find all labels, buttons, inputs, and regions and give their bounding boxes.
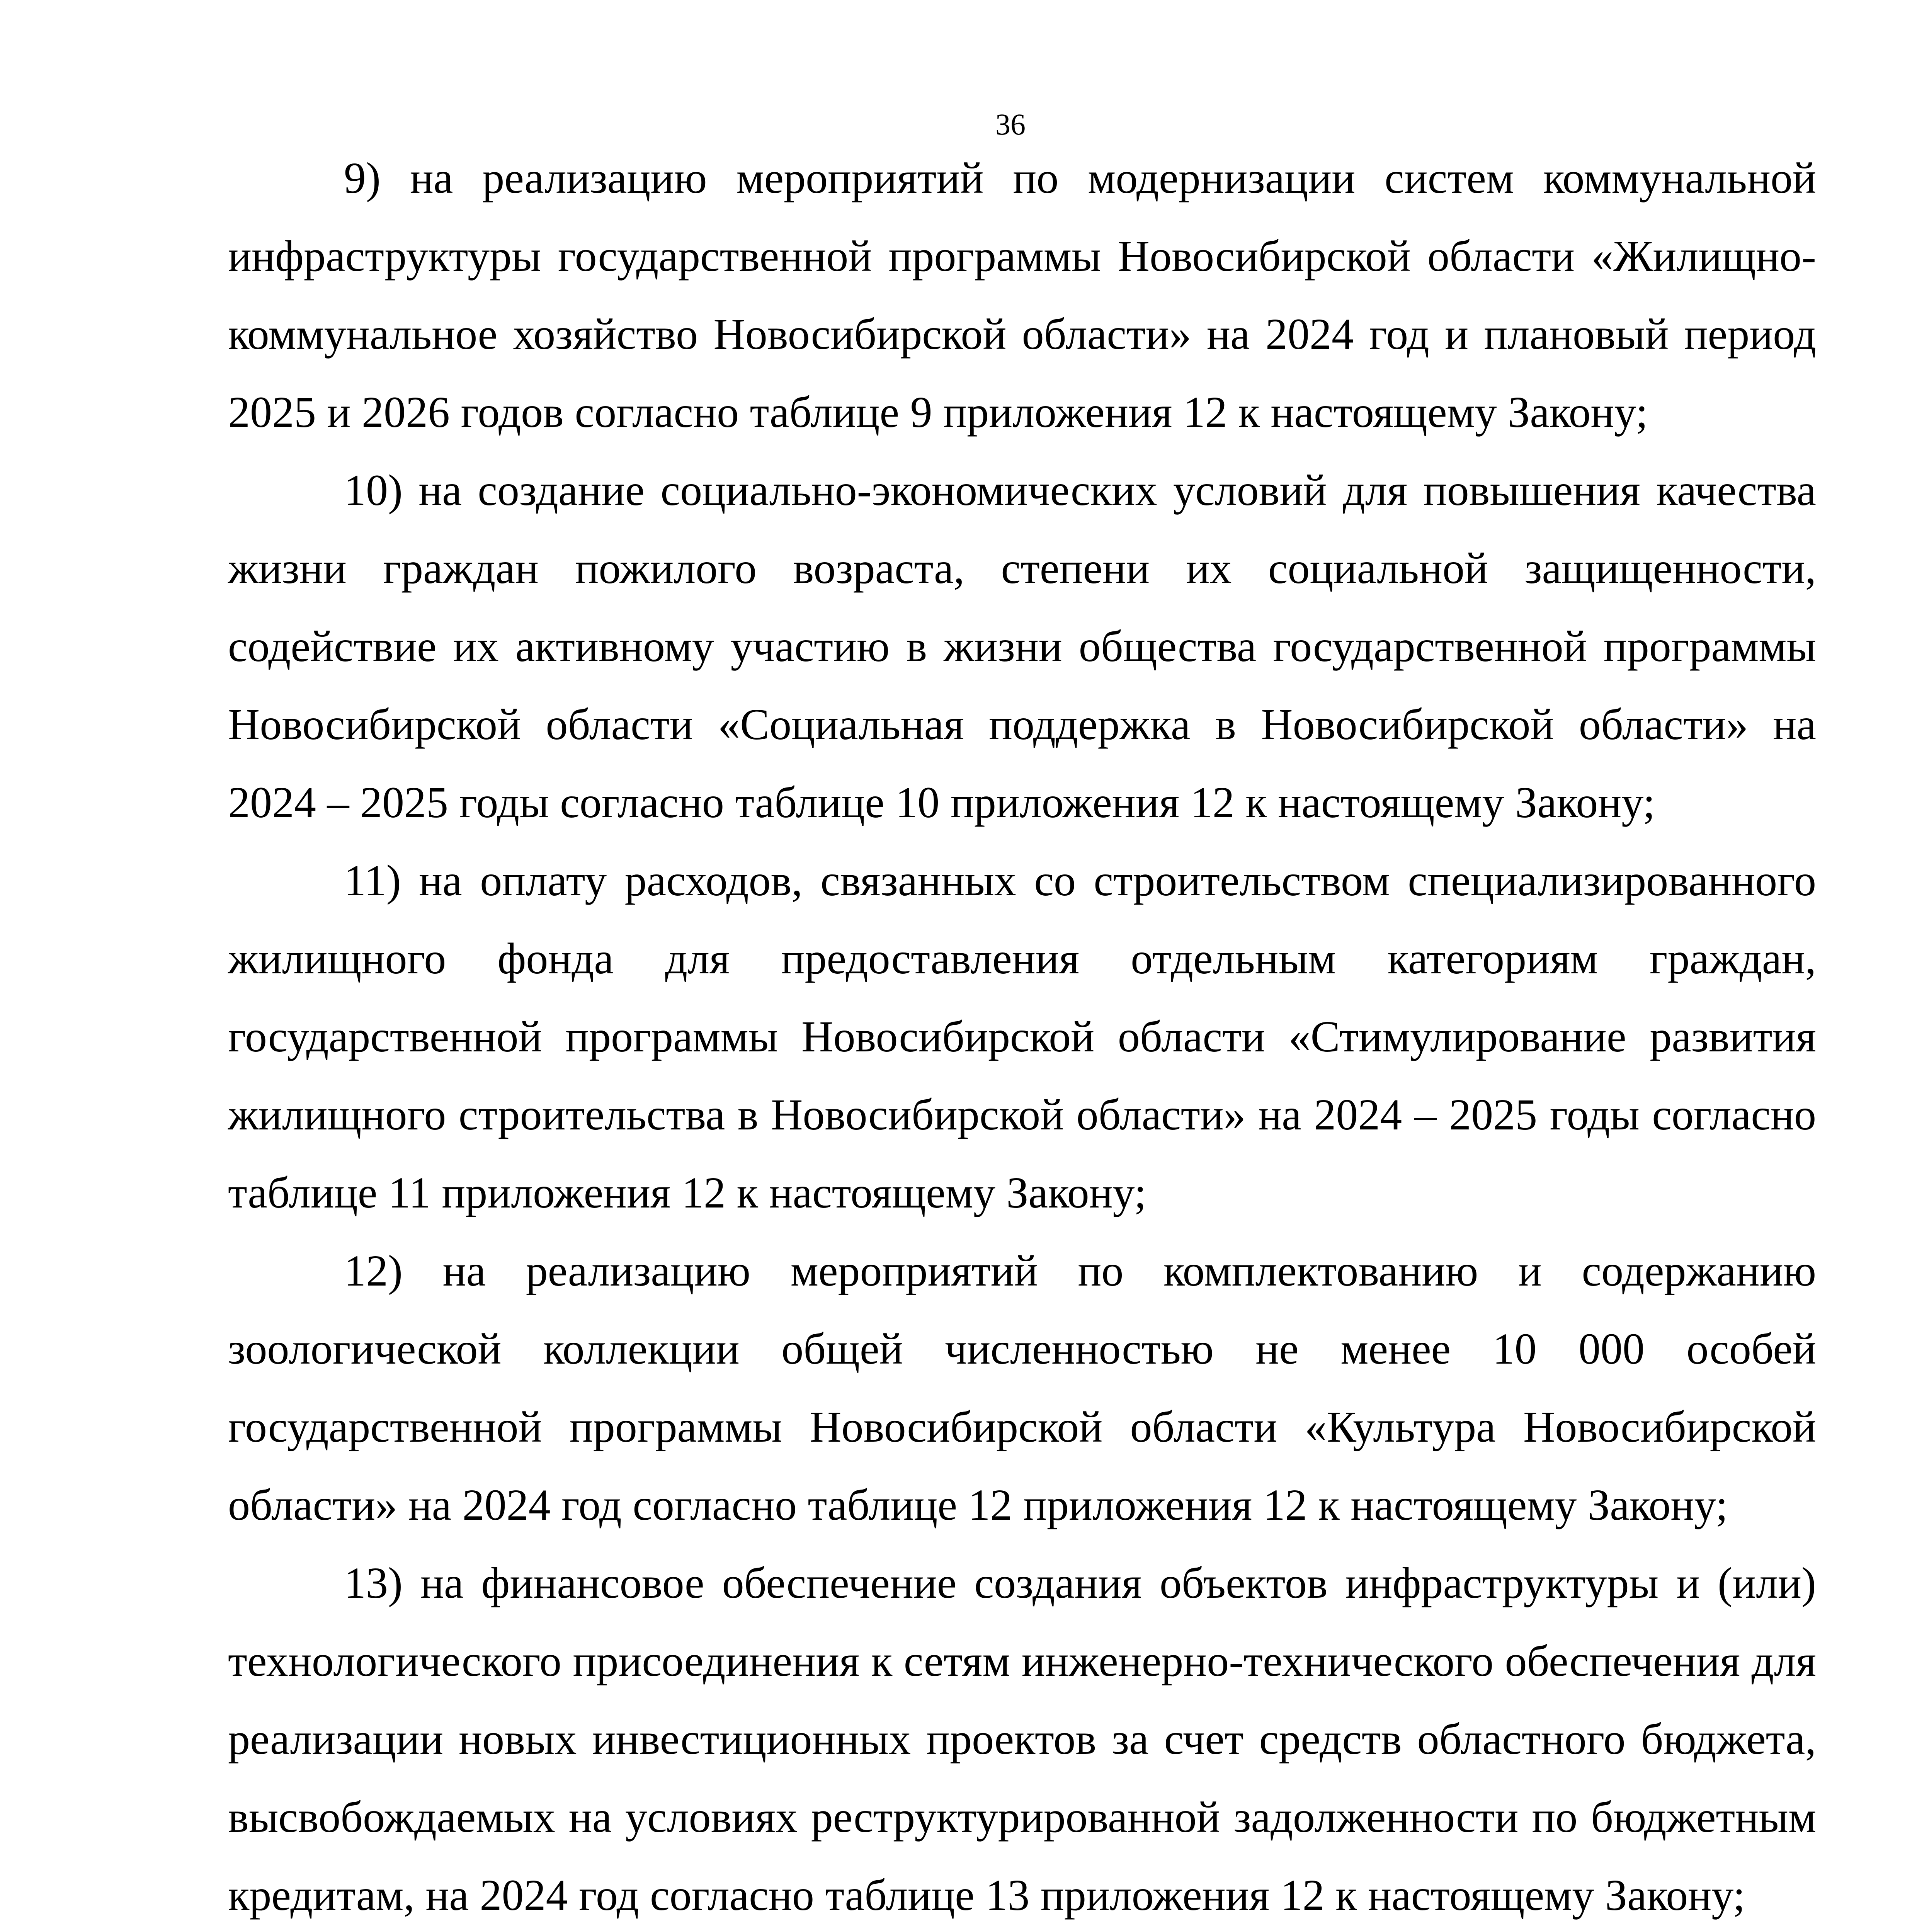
item-number: 10) (344, 466, 403, 515)
list-item-9 (228, 139, 1816, 451)
list-item-10 (228, 451, 1816, 842)
item-number: 13) (344, 1558, 403, 1607)
item-number: 9) (344, 153, 381, 202)
item-text: на оплату расходов, связанных со строительством специализированного жилищного фонда для предоставления отдельным категориям граждан, государственной программы Новосибирской области «Стимулирование развития жилищного строительства в Новосибирской области» на 2024 – 2025 годы согласно таблице 11 приложения 12 к настоящему Закону; (228, 856, 1816, 1217)
list-item-12 (228, 1232, 1816, 1544)
item-number: 11) (344, 856, 401, 905)
list-item-11 (228, 842, 1816, 1232)
list-item-13 (228, 1544, 1816, 1932)
page-number: 36 (995, 107, 1026, 141)
item-text: на реализацию мероприятий по модернизации систем коммунальной инфраструктуры государственной программы Новосибирской области «Жилищно-коммунальное хозяйство Новосибирской области» на 2024 год и плановый период 2025 и 2026 годов согласно таблице 9 приложения 12 к настоящему Закону; (228, 153, 1816, 437)
item-text: на создание социально-экономических условий для повышения качества жизни граждан пожилого возраста, степени их социальной защищенности, содействие их активному участию в жизни общества государственной программы Новосибирской области «Социальная поддержка в Новосибирской области» на 2024 – 2025 годы согласно таблице 10 приложения 12 к настоящему Закону; (228, 466, 1816, 827)
item-text: на реализацию мероприятий по комплектованию и содержанию зоологической коллекции общей численностью не менее 10 000 особей государственной программы Новосибирской области «Культура Новосибирской области» на 2024 год согласно таблице 12 приложения 12 к настоящему Закону; (228, 1246, 1816, 1529)
item-number: 12) (344, 1246, 403, 1295)
item-text: на финансовое обеспечение создания объектов инфраструктуры и (или) технологического присоединения к сетям инженерно-технического обеспечения для реализации новых инвестиционных проектов за счет средств областного бюджета, высвобождаемых на условиях реструктурированной задолженности по бюджетным кредитам, на 2024 год согласно таблице 13 приложения 12 к настоящему Закону; (228, 1558, 1817, 1920)
document-body (228, 139, 1816, 1932)
